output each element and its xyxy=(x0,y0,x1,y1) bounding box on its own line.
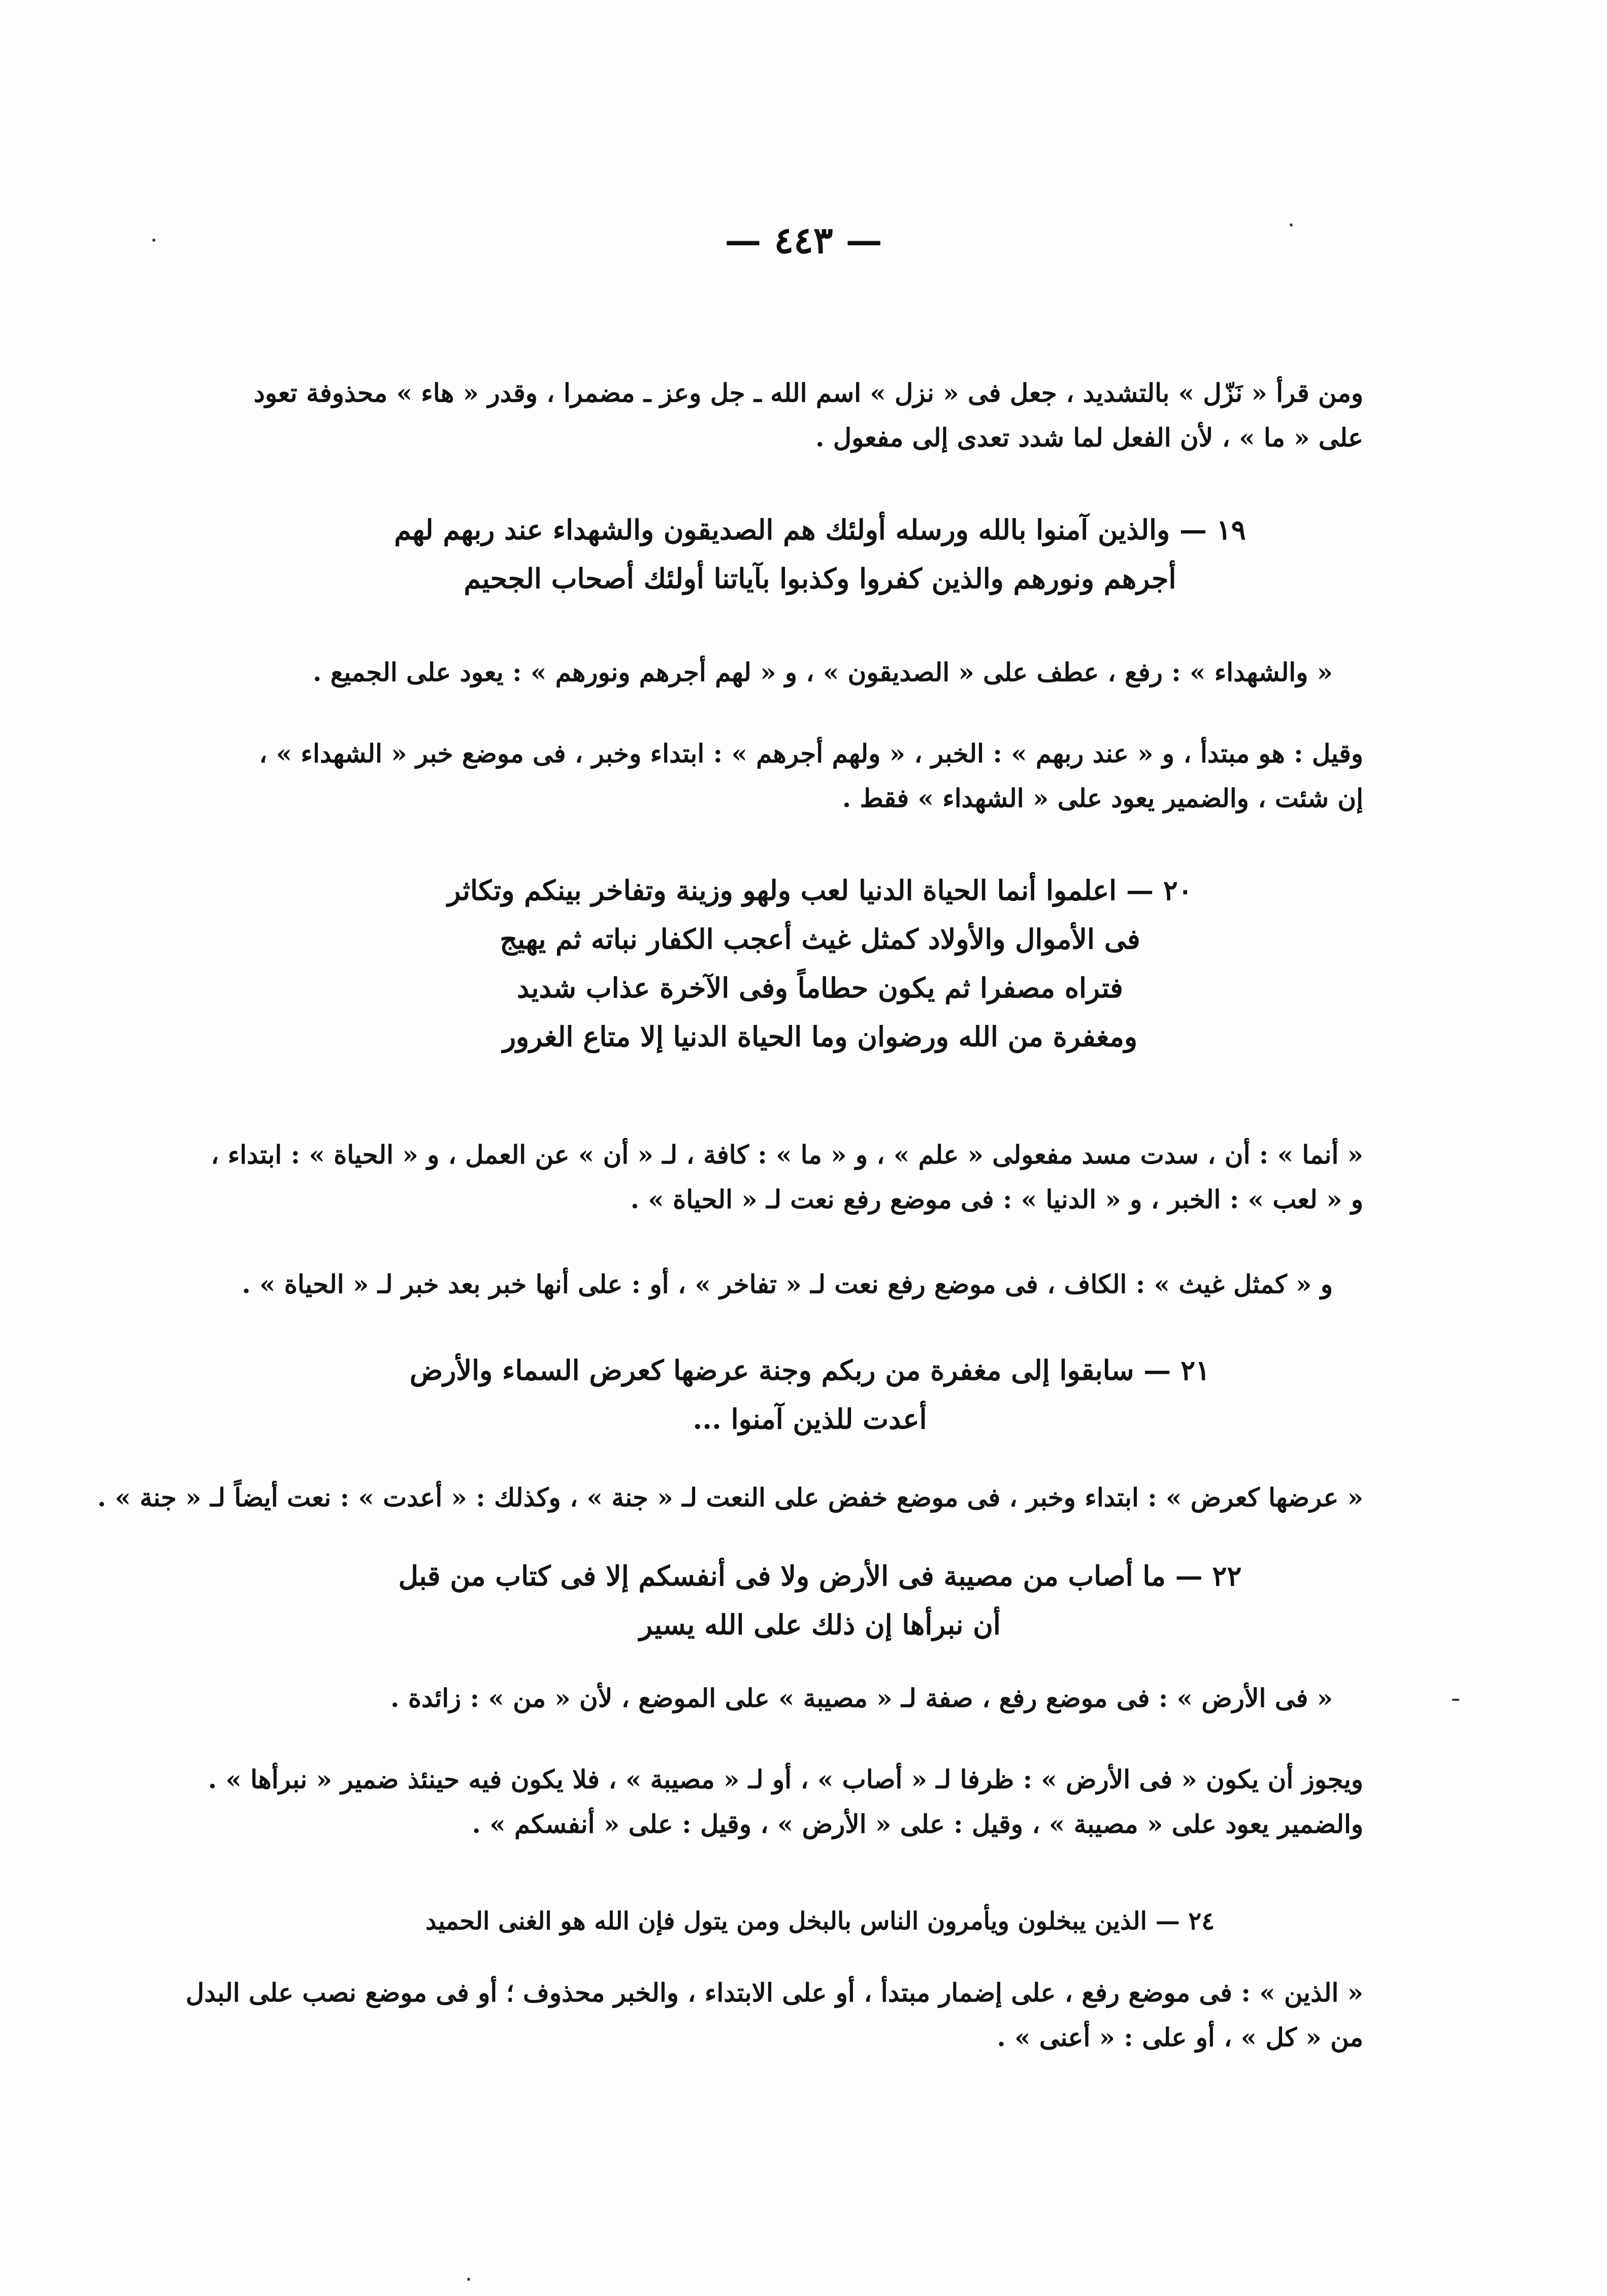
verse-line: فتراه مصفرا ثم يكون حطاماً وفى الآخرة عذاب شديد xyxy=(517,972,1123,1004)
verse-line: ٢٤ — الذين يبخلون ويأمرون الناس بالبخل ومن يتول فإن الله هو الغنى الحميد xyxy=(425,1907,1215,1935)
verse-21 xyxy=(378,1346,1241,1443)
scan-speck xyxy=(1290,223,1293,227)
verse-line: أعدت للذين آمنوا ... xyxy=(693,1403,927,1435)
verse-22 xyxy=(338,1551,1302,1649)
scan-speck xyxy=(1452,1699,1459,1701)
text-line: ومن قرأ « نَزّل » بالتشديد ، جعل فى « نزل » اسم الله ـ جل وعز ـ مضمرا ، وقدر « هاء » محذوفة تعود xyxy=(253,378,1363,408)
commentary-paragraph xyxy=(216,1262,1333,1307)
commentary-paragraph xyxy=(216,1676,1333,1721)
text-line: و « كمثل غيث » : الكاف ، فى موضع رفع نعت لـ « تفاخر » ، أو : على أنها خبر بعد خبر لـ « الحياة » . xyxy=(242,1269,1333,1299)
verse-line: ومغفرة من الله ورضوان وما الحياة الدنيا إلا متاع الغرور xyxy=(502,1020,1138,1053)
commentary-paragraph xyxy=(211,1133,1363,1222)
text-line: والضمير يعود على « مصيبة » ، وقيل : على « الأرض » ، وقيل : على « أنفسكم » . xyxy=(472,1809,1363,1839)
commentary-paragraph xyxy=(185,1970,1363,2060)
commentary-paragraph xyxy=(246,731,1363,821)
scan-speck xyxy=(467,2278,470,2281)
text-line: « فى الأرض » : فى موضع رفع ، صفة لـ « مصيبة » على الموضع ، لأن « من » : زائدة . xyxy=(390,1683,1333,1713)
verse-line: ٢٢ — ما أصاب من مصيبة فى الأرض ولا فى أنفسكم إلا فى كتاب من قبل xyxy=(398,1560,1242,1592)
text-line: « أنما » : أن ، سدت مسد مفعولى « علم » ، و « ما » : كافة ، لـ « أن » عن العمل ، و « الحياة » : ابتداء ، xyxy=(211,1140,1363,1170)
text-line: على « ما » ، لأن الفعل لما شدد تعدى إلى مفعول . xyxy=(815,423,1363,452)
verse-24 xyxy=(338,1897,1302,1946)
verse-19 xyxy=(338,505,1302,603)
verse-line: ١٩ — والذين آمنوا بالله ورسله أولئك هم الصديقون والشهداء عند ربهم لهم xyxy=(394,513,1246,546)
text-line: « الذين » : فى موضع رفع ، على إضمار مبتدأ ، أو على الابتداء ، والخبر محذوف ؛ أو فى موضع نصب على البدل xyxy=(185,1978,1363,2008)
commentary-paragraph xyxy=(216,650,1333,695)
text-line: « عرضها كعرض » : ابتداء وخبر ، فى موضع خفض على النعت لـ « جنة » ، وكذلك : « أعدت » : نعت أيضاً لـ « جنة » . xyxy=(97,1482,1363,1512)
commentary-paragraph xyxy=(97,1475,1363,1520)
text-line: ويجوز أن يكون « فى الأرض » : ظرفا لـ « أصاب » ، أو لـ « مصيبة » ، فلا يكون فيه حينئذ ضمير « نبرأها » . xyxy=(208,1764,1363,1794)
text-line: « والشهداء » : رفع ، عطف على « الصديقون » ، و « لهم أجرهم ونورهم » : يعود على الجميع . xyxy=(312,657,1333,687)
verse-line: أجرهم ونورهم والذين كفروا وكذبوا بآياتنا أولئك أصحاب الجحيم xyxy=(464,562,1176,595)
text-line: وقيل : هو مبتدأ ، و « عند ربهم » : الخبر ، « ولهم أجرهم » : ابتداء وخبر ، فى موضع خبر « الشهداء » ، xyxy=(259,738,1363,768)
verse-line: ٢١ — سابقوا إلى مغفرة من ربكم وجنة عرضها كعرض السماء والأرض xyxy=(409,1354,1210,1386)
commentary-paragraph xyxy=(208,1757,1363,1847)
verse-20 xyxy=(338,866,1302,1061)
verse-line: فى الأموال والأولاد كمثل غيث أعجب الكفار نباته ثم يهيج xyxy=(500,923,1140,955)
verse-line: ٢٠ — اعلموا أنما الحياة الدنيا لعب ولهو وزينة وتفاخر بينكم وتكاثر xyxy=(447,874,1193,907)
page-number: — ٤٤٣ — xyxy=(725,218,882,262)
text-line: و « لعب » : الخبر ، و « الدنيا » : فى موضع رفع نعت لـ « الحياة » . xyxy=(630,1184,1363,1214)
commentary-paragraph xyxy=(246,371,1363,460)
scan-speck xyxy=(152,239,155,242)
verse-line: أن نبرأها إن ذلك على الله يسير xyxy=(639,1608,1001,1641)
text-line: من « كل » ، أو على : « أعنى » . xyxy=(997,2022,1363,2052)
text-line: إن شئت ، والضمير يعود على « الشهداء » فقط . xyxy=(842,783,1363,813)
